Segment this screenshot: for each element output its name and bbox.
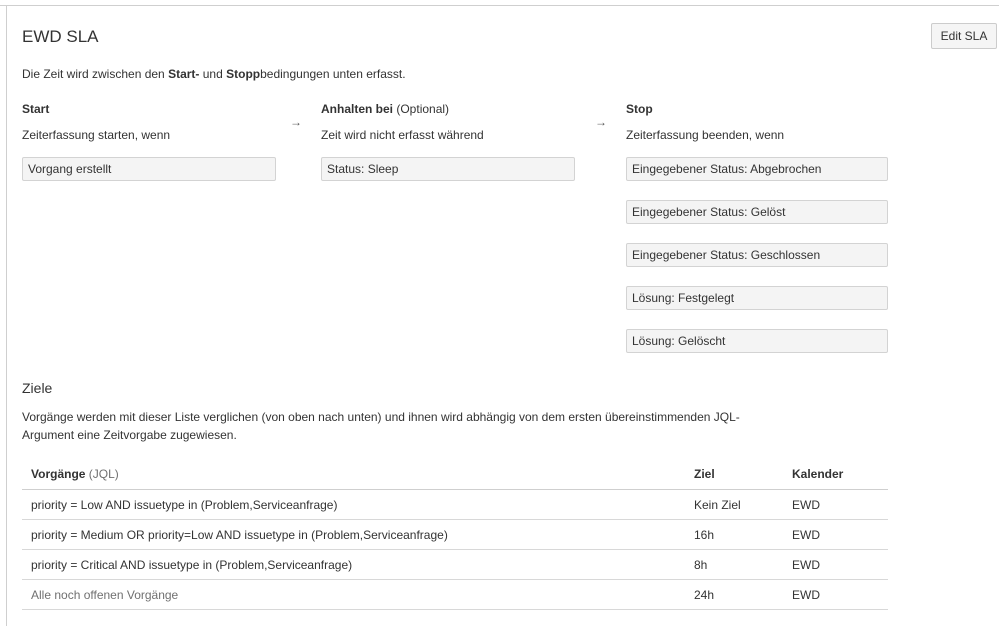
column-header-goal: Ziel	[685, 459, 783, 490]
left-border	[6, 5, 7, 626]
row-calendar: EWD	[783, 580, 888, 610]
goals-table	[22, 459, 888, 610]
row-goal: Kein Ziel	[685, 490, 783, 520]
pause-condition: Status: Sleep	[321, 157, 575, 181]
stop-condition: Eingegebener Status: Geschlossen	[626, 243, 888, 267]
pause-subtitle: Zeit wird nicht erfasst während	[321, 128, 484, 142]
start-subtitle: Zeiterfassung starten, wenn	[22, 128, 171, 142]
goals-title: Ziele	[22, 380, 53, 396]
intro-part: Die Zeit wird zwischen den	[22, 67, 169, 81]
start-condition: Vorgang erstellt	[22, 157, 276, 181]
intro-part: bedingungen unten erfasst.	[260, 67, 406, 81]
goals-header-row	[22, 459, 888, 490]
pause-column	[321, 102, 577, 181]
table-row	[22, 550, 888, 580]
table-row	[22, 490, 888, 520]
intro-bold-start: Start-	[168, 67, 200, 81]
row-goal: 8h	[685, 550, 783, 580]
row-calendar: EWD	[783, 520, 888, 550]
intro-bold-stop: Stopp	[226, 67, 261, 81]
stop-condition: Lösung: Gelöscht	[626, 329, 888, 353]
arrow-start-to-pause: →	[290, 115, 302, 129]
row-jql: priority = Low AND issuetype in (Problem,Serviceanfrage)	[22, 490, 685, 520]
start-title: Start	[22, 102, 50, 116]
row-goal: 16h	[685, 520, 783, 550]
stop-condition: Lösung: Festgelegt	[626, 286, 888, 310]
row-calendar: EWD	[783, 490, 888, 520]
stop-column	[626, 102, 888, 353]
edit-sla-button[interactable]: Edit SLA	[931, 23, 997, 49]
pause-title: Anhalten bei (Optional)	[321, 102, 450, 116]
column-header-calendar: Kalender	[783, 459, 888, 490]
row-goal: 24h	[685, 580, 783, 610]
top-border	[0, 5, 999, 6]
row-jql: priority = Medium OR priority=Low AND issuetype in (Problem,Serviceanfrage)	[22, 520, 685, 550]
row-jql: Alle noch offenen Vorgänge	[22, 580, 685, 610]
stop-title: Stop	[626, 102, 653, 116]
intro-part: und	[199, 67, 227, 81]
stop-condition: Eingegebener Status: Gelöst	[626, 200, 888, 224]
row-calendar: EWD	[783, 550, 888, 580]
stop-subtitle: Zeiterfassung beenden, wenn	[626, 128, 785, 142]
arrow-pause-to-stop: →	[595, 115, 607, 129]
start-column	[22, 102, 278, 181]
page-title: EWD SLA	[22, 27, 99, 46]
column-header-issues: Vorgänge (JQL)	[22, 459, 685, 490]
table-row	[22, 580, 888, 610]
table-row	[22, 520, 888, 550]
row-jql: priority = Critical AND issuetype in (Problem,Serviceanfrage)	[22, 550, 685, 580]
goals-description: Vorgänge werden mit dieser Liste verglichen (von oben nach unten) und ihnen wird abhängig von dem ersten übereinstimmenden JQL-Argument eine Zeitvorgabe zugewiesen.	[22, 410, 740, 442]
stop-condition: Eingegebener Status: Abgebrochen	[626, 157, 888, 181]
intro-text	[22, 67, 406, 81]
